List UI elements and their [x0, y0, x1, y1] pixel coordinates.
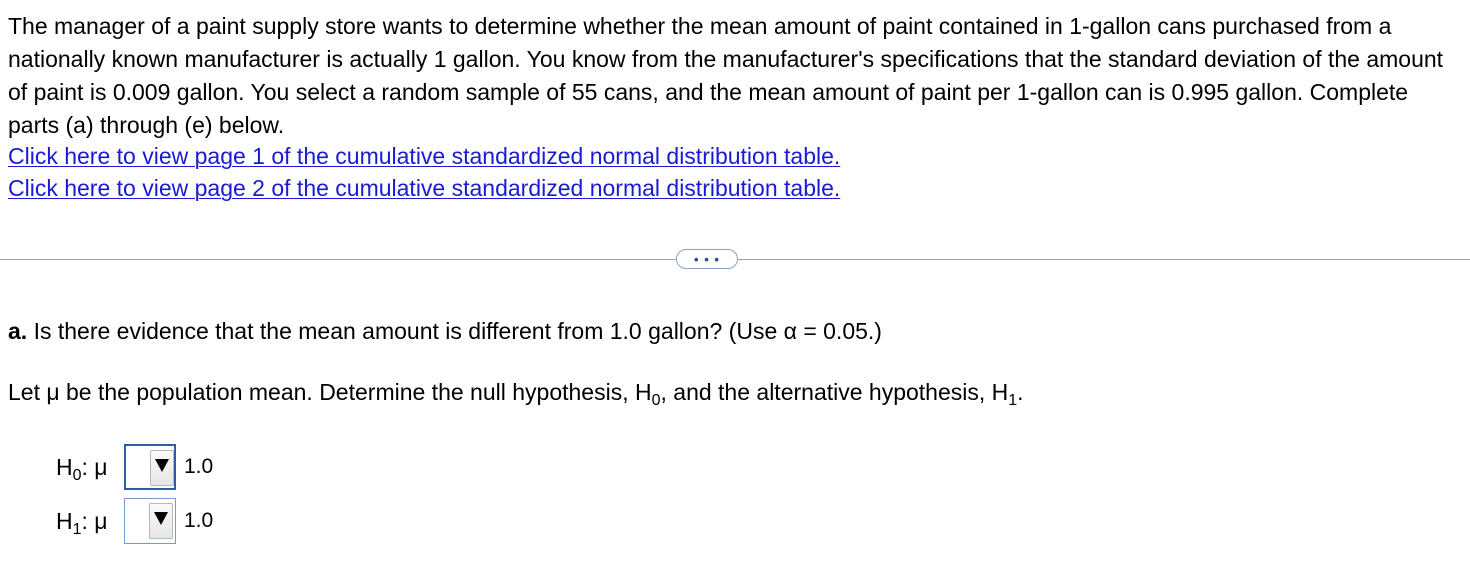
null-hypothesis-row [56, 443, 213, 491]
instruction-text-1: Let μ be the population mean. Determine the null hypothesis, H [8, 379, 652, 405]
part-a-text: Is there evidence that the mean amount is different from 1.0 gallon? (Use α = 0.05.) [27, 318, 882, 344]
instruction-text-2: , and the alternative hypothesis, H [660, 379, 1009, 405]
triangle-down-icon [154, 512, 168, 525]
alt-dropdown-button[interactable] [149, 503, 173, 539]
null-hypothesis-operator-select[interactable] [124, 444, 176, 490]
normal-table-page1-link[interactable]: Click here to view page 1 of the cumulative standardized normal distribution table. [8, 143, 841, 169]
null-hypothesis-value: 1.0 [184, 455, 214, 478]
h0-label-subscript: 0 [72, 466, 82, 484]
h0-param: : μ [81, 453, 108, 480]
h1-subscript: 1 [1008, 392, 1018, 409]
alternative-hypothesis-row [56, 497, 213, 545]
hypothesis-instruction [8, 377, 1024, 407]
h1-symbol: H [56, 507, 73, 534]
h1-param: : μ [81, 507, 108, 534]
problem-text: The manager of a paint supply store wants to determine whether the mean amount of paint contained in 1-gallon cans purchased from a nationally known manufacturer is actually 1 gallon. You know from the manufacturer's specifications that the standard deviation of the amount of paint is 0.009 gallon. You select a random sample of 55 cans, and the mean amount of paint per 1-gallon can is 0.995 gallon. Complete parts (a) through (e) below. [8, 13, 1444, 138]
h0-subscript: 0 [651, 392, 661, 409]
alternative-hypothesis-value: 1.0 [184, 509, 214, 532]
problem-statement [8, 10, 1463, 142]
part-a-question [8, 316, 882, 346]
null-hypothesis-label [56, 453, 124, 484]
alternative-hypothesis-operator-select[interactable] [124, 498, 176, 544]
h0-symbol: H [56, 453, 73, 480]
more-dots-icon: • • • [694, 251, 720, 267]
instruction-text-3: . [1017, 379, 1024, 405]
expand-more-button[interactable] [676, 249, 738, 269]
triangle-down-icon [155, 459, 169, 472]
part-a-letter: a. [8, 318, 28, 344]
null-dropdown-button[interactable] [150, 450, 174, 486]
h1-label-subscript: 1 [72, 520, 82, 538]
normal-table-page2-link[interactable]: Click here to view page 2 of the cumulative standardized normal distribution table. [8, 175, 841, 201]
alternative-hypothesis-label [56, 507, 124, 538]
